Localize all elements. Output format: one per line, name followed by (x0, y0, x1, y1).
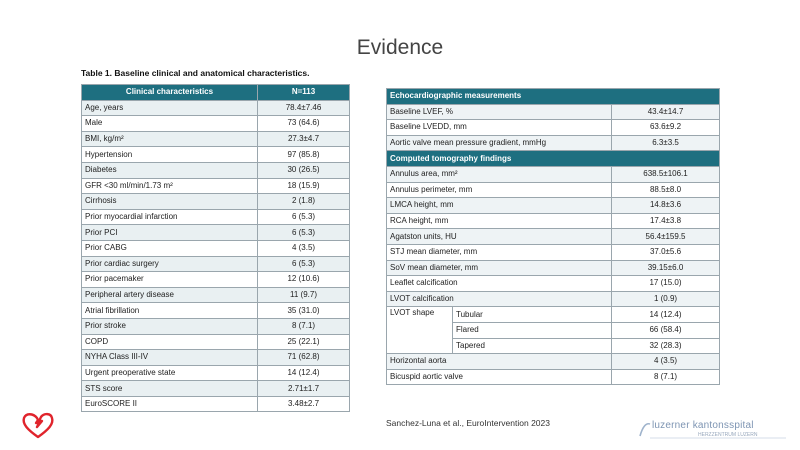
characteristic-value: 18 (15.9) (258, 178, 350, 194)
table-row (387, 276, 720, 292)
table-row (387, 229, 720, 245)
characteristic-label: STS score (82, 381, 258, 397)
characteristic-label: Prior PCI (82, 225, 258, 241)
measurement-label: LMCA height, mm (387, 198, 612, 214)
table-caption: Table 1. Baseline clinical and anatomical characteristics. (81, 68, 310, 78)
baseline-characteristics-table (81, 84, 350, 412)
characteristic-label: COPD (82, 334, 258, 350)
table-row (82, 240, 350, 256)
characteristic-value: 2 (1.8) (258, 194, 350, 210)
measurement-label: RCA height, mm (387, 213, 612, 229)
section-header-row (387, 89, 720, 105)
measurement-value: 39.15±6.0 (612, 260, 720, 276)
measurement-value: 63.6±9.2 (612, 120, 720, 136)
measurement-value: 8 (7.1) (612, 369, 720, 385)
measurement-value: 14 (12.4) (612, 307, 720, 323)
characteristic-label: Diabetes (82, 162, 258, 178)
hospital-logo (638, 418, 788, 440)
lvot-shape-option: Flared (453, 322, 612, 338)
measurement-value: 37.0±5.6 (612, 244, 720, 260)
characteristic-label: EuroSCORE II (82, 396, 258, 412)
table-row (82, 100, 350, 116)
hospital-logo-subtext: HERZZENTRUM LUZERN (698, 432, 758, 438)
measurement-value: 56.4±159.5 (612, 229, 720, 245)
characteristic-label: BMI, kg/m² (82, 131, 258, 147)
measurement-label: Annulus perimeter, mm (387, 182, 612, 198)
characteristic-label: Male (82, 116, 258, 132)
measurement-label: Bicuspid aortic valve (387, 369, 612, 385)
characteristic-label: Urgent preoperative state (82, 365, 258, 381)
table-row (82, 131, 350, 147)
table-row (387, 307, 720, 323)
measurement-value: 4 (3.5) (612, 354, 720, 370)
characteristic-label: Atrial fibrillation (82, 303, 258, 319)
table-row (82, 162, 350, 178)
table-row (82, 334, 350, 350)
characteristic-value: 14 (12.4) (258, 365, 350, 381)
characteristic-value: 78.4±7.46 (258, 100, 350, 116)
measurement-value: 66 (58.4) (612, 322, 720, 338)
table-row (82, 256, 350, 272)
measurement-label: Horizontal aorta (387, 354, 612, 370)
section-header-row (387, 151, 720, 167)
citation: Sanchez-Luna et al., EuroIntervention 2023 (386, 418, 550, 428)
characteristic-label: Cirrhosis (82, 194, 258, 210)
measurements-table (386, 88, 720, 385)
table-row (387, 198, 720, 214)
table-row (82, 318, 350, 334)
characteristic-label: Age, years (82, 100, 258, 116)
characteristic-value: 73 (64.6) (258, 116, 350, 132)
column-header: Clinical characteristics (82, 85, 258, 101)
characteristic-label: GFR <30 ml/min/1.73 m² (82, 178, 258, 194)
table-row (82, 350, 350, 366)
table-row (387, 354, 720, 370)
characteristic-label: Hypertension (82, 147, 258, 163)
lvot-shape-option: Tubular (453, 307, 612, 323)
characteristic-value: 11 (9.7) (258, 287, 350, 303)
measurement-value: 88.5±8.0 (612, 182, 720, 198)
table-row (82, 287, 350, 303)
table-row (387, 120, 720, 136)
table-row (82, 381, 350, 397)
table-row (82, 178, 350, 194)
characteristic-value: 6 (5.3) (258, 256, 350, 272)
slide-title: Evidence (356, 36, 444, 59)
measurement-label: Leaflet calcification (387, 276, 612, 292)
table-row (387, 135, 720, 151)
measurement-label: Aortic valve mean pressure gradient, mmHg (387, 135, 612, 151)
table-row (387, 260, 720, 276)
measurement-value: 1 (0.9) (612, 291, 720, 307)
section-header-echo: Echocardiographic measurements (387, 89, 720, 105)
table-row (387, 104, 720, 120)
characteristic-label: Prior stroke (82, 318, 258, 334)
measurement-label: Agatston units, HU (387, 229, 612, 245)
table-row (82, 303, 350, 319)
measurement-label: Baseline LVEF, % (387, 104, 612, 120)
characteristic-value: 2.71±1.7 (258, 381, 350, 397)
characteristic-label: Prior myocardial infarction (82, 209, 258, 225)
lvot-shape-option: Tapered (453, 338, 612, 354)
characteristic-label: Prior pacemaker (82, 272, 258, 288)
table-row (82, 194, 350, 210)
heart-logo-icon (20, 410, 56, 440)
measurement-label: LVOT calcification (387, 291, 612, 307)
characteristic-value: 3.48±2.7 (258, 396, 350, 412)
table-row (82, 272, 350, 288)
measurement-value: 638.5±106.1 (612, 166, 720, 182)
measurement-value: 14.8±3.6 (612, 198, 720, 214)
characteristic-value: 8 (7.1) (258, 318, 350, 334)
measurement-label: STJ mean diameter, mm (387, 244, 612, 260)
characteristic-value: 27.3±4.7 (258, 131, 350, 147)
table-row (387, 369, 720, 385)
measurement-label: SoV mean diameter, mm (387, 260, 612, 276)
measurement-value: 32 (28.3) (612, 338, 720, 354)
table-row (387, 244, 720, 260)
table-row (82, 396, 350, 412)
column-header: N=113 (258, 85, 350, 101)
measurement-label: Annulus area, mm² (387, 166, 612, 182)
characteristic-value: 6 (5.3) (258, 209, 350, 225)
characteristic-value: 71 (62.8) (258, 350, 350, 366)
measurement-label: Baseline LVEDD, mm (387, 120, 612, 136)
characteristic-label: Peripheral artery disease (82, 287, 258, 303)
characteristic-label: Prior CABG (82, 240, 258, 256)
characteristic-value: 30 (26.5) (258, 162, 350, 178)
measurement-value: 6.3±3.5 (612, 135, 720, 151)
table-header-row (82, 85, 350, 101)
characteristic-label: Prior cardiac surgery (82, 256, 258, 272)
lvot-shape-label: LVOT shape (387, 307, 453, 354)
table-row (82, 225, 350, 241)
hospital-logo-text: luzerner kantonsspital (652, 420, 754, 431)
table-row (82, 116, 350, 132)
characteristic-value: 97 (85.8) (258, 147, 350, 163)
measurement-value: 43.4±14.7 (612, 104, 720, 120)
characteristic-value: 12 (10.6) (258, 272, 350, 288)
section-header-ct: Computed tomography findings (387, 151, 720, 167)
table-row (387, 166, 720, 182)
measurement-value: 17 (15.0) (612, 276, 720, 292)
table-row (82, 147, 350, 163)
table-row (387, 213, 720, 229)
characteristic-label: NYHA Class III-IV (82, 350, 258, 366)
characteristic-value: 6 (5.3) (258, 225, 350, 241)
characteristic-value: 35 (31.0) (258, 303, 350, 319)
characteristic-value: 4 (3.5) (258, 240, 350, 256)
characteristic-value: 25 (22.1) (258, 334, 350, 350)
table-row (82, 365, 350, 381)
table-row (387, 182, 720, 198)
table-row (387, 291, 720, 307)
table-row (82, 209, 350, 225)
measurement-value: 17.4±3.8 (612, 213, 720, 229)
